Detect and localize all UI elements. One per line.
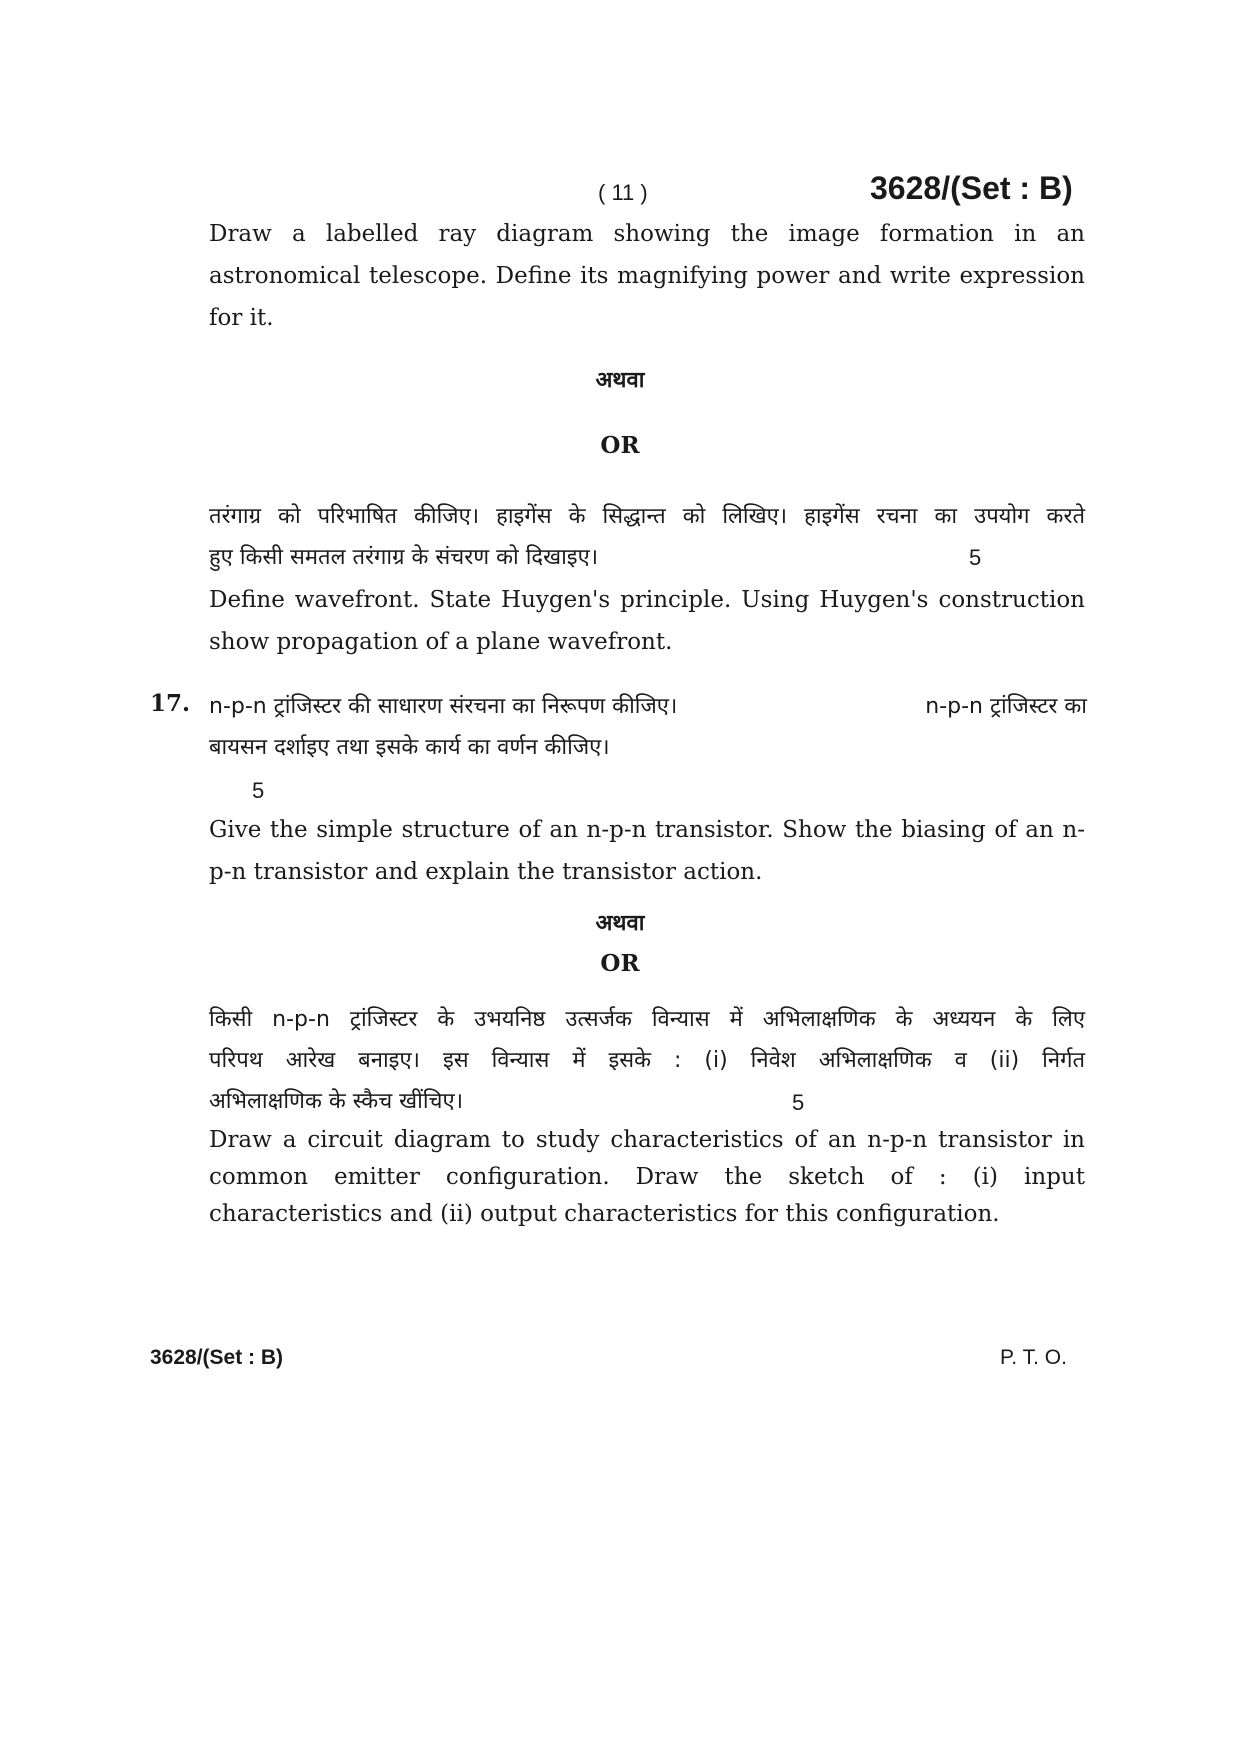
question-16-english: Draw a labelled ray diagram showing the image formation in an astronomical telescope. Define its magnifying power and write expression for it. (209, 221, 1085, 331)
pto-label: P. T. O. (1000, 1346, 1067, 1369)
question-17-alt-hindi-line1: किसी n-p-n ट्रांजिस्टर के उभयनिष्ठ उत्सर्जक विन्यास में अभिलाक्षणिक के अध्ययन के लिए (209, 1007, 1085, 1032)
question-17-hindi-line1-part1: n-p-n ट्रांजिस्टर की साधारण संरचना का निरूपण कीजिए। (209, 694, 678, 719)
question-17-alt-marks: 5 (792, 1090, 805, 1115)
or-english-label: OR (600, 432, 640, 459)
question-17-hindi-line2: बायसन दर्शाइए तथा इसके कार्य का वर्णन कीजिए। (209, 735, 610, 760)
question-16-alt-english: Define wavefront. State Huygen's principle. Using Huygen's construction show propagation of a plane wavefront. (209, 587, 1085, 655)
question-17-alt-hindi-line3: अभिलाक्षणिक के स्कैच खींचिए। (209, 1089, 464, 1114)
or-hindi-label-2: अथवा (595, 911, 645, 936)
question-16-alt-hindi-line2: हुए किसी समतल तरंगाग्र के संचरण को दिखाइए। (209, 545, 599, 570)
question-17-alt-english: Draw a circuit diagram to study characteristics of an n-p-n transistor in common emitter configuration. Draw the sketch of : (i) input characteristics and (ii) output characteristics for this configuration. (209, 1127, 1085, 1227)
question-number-17: 17. (150, 690, 191, 717)
question-17-hindi-line1-part2: n-p-n ट्रांजिस्टर का (925, 694, 1087, 719)
question-17-marks: 5 (252, 778, 265, 803)
or-english-label-2: OR (600, 950, 640, 977)
paper-code-header: 3628/(Set : B) (870, 170, 1073, 206)
question-17-alt-hindi-line2: परिपथ आरेख बनाइए। इस विन्यास में इसके : (i) निवेश अभिलाक्षणिक व (ii) निर्गत (209, 1048, 1085, 1073)
page-number: ( 11 ) (598, 180, 648, 205)
question-17-english: Give the simple structure of an n-p-n transistor. Show the biasing of an n-p-n transistor and explain the transistor action. (209, 817, 1085, 885)
or-hindi-label: अथवा (595, 368, 645, 393)
paper-code-footer: 3628/(Set : B) (150, 1346, 284, 1369)
question-16-alt-marks: 5 (969, 545, 982, 570)
question-16-alt-hindi-line1: तरंगाग्र को परिभाषित कीजिए। हाइगेंस के सिद्धान्त को लिखिए। हाइगेंस रचना का उपयोग करते (209, 504, 1085, 529)
